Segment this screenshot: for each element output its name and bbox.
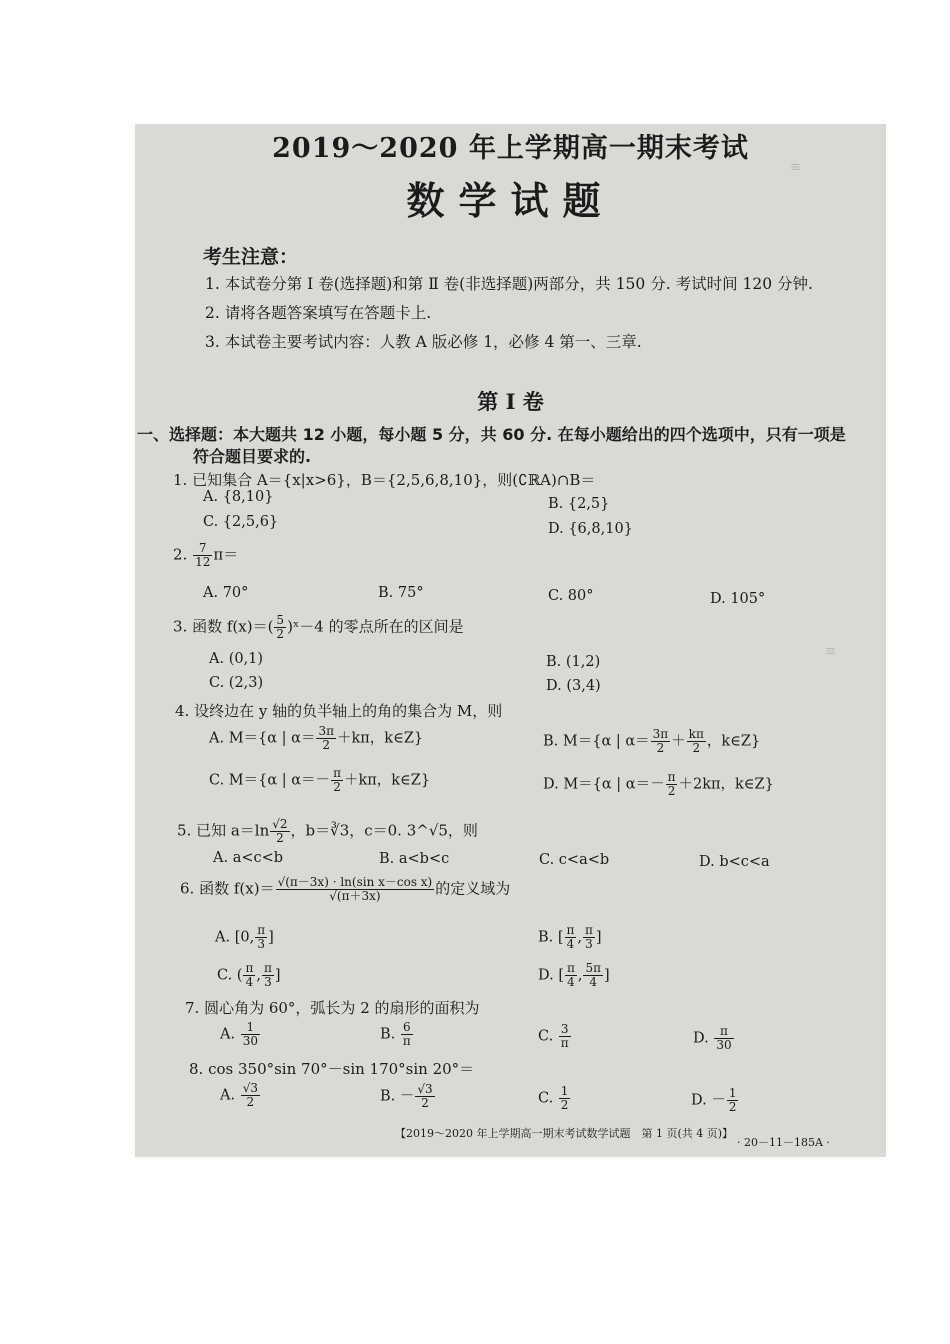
- numerator: √2: [272, 817, 288, 831]
- option-text: A. M＝{α | α＝: [209, 730, 316, 747]
- question-7-option-a: [220, 1021, 261, 1048]
- denominator: 2: [276, 831, 284, 845]
- fraction: [666, 771, 678, 798]
- option-text: C.: [538, 1090, 558, 1107]
- question-4-option-c: [209, 767, 430, 794]
- question-1-option-b: B. {2,5}: [548, 496, 610, 512]
- stem-text: π＝: [213, 545, 239, 564]
- option-text: B.: [380, 1026, 400, 1043]
- numerator: π: [245, 961, 254, 975]
- option-text: D. M＝{α | α＝－: [543, 776, 665, 793]
- numerator: π: [585, 923, 593, 937]
- question-4-stem: 4. 设终边在 y 轴的负半轴上的角的集合为 M，则: [175, 702, 503, 720]
- option-text: ]: [595, 929, 602, 946]
- numerator: π: [566, 961, 575, 975]
- numerator: π: [667, 770, 676, 784]
- numerator: √3: [242, 1081, 258, 1095]
- question-2-option-c: C. 80°: [548, 588, 594, 604]
- question-1-option-c: C. {2,5,6}: [203, 514, 279, 530]
- numerator: π: [714, 1025, 733, 1039]
- fraction: [651, 728, 671, 755]
- notice-item: 2. 请将各题答案填写在答题卡上.: [205, 304, 432, 322]
- question-8-stem: 8. cos 350°sin 70°－sin 170°sin 20°＝: [189, 1060, 475, 1078]
- notice-item: 1. 本试卷分第 Ⅰ 卷(选择题)和第 Ⅱ 卷(非选择题)两部分，共 150 分. 考试时间 120 分钟.: [205, 275, 813, 293]
- numerator: 5π: [585, 961, 602, 975]
- fraction: [331, 767, 343, 794]
- denominator: 4: [566, 937, 575, 951]
- option-text: ]: [604, 967, 610, 984]
- denominator: 2: [322, 738, 331, 752]
- notice-heading: 考生注意：: [203, 246, 299, 268]
- numerator: π: [333, 766, 341, 780]
- bleed-through-text: ≡: [790, 160, 801, 175]
- stem-text: 6. 函数 f(x)＝: [180, 879, 275, 898]
- fraction: [316, 725, 336, 752]
- denominator: 2: [246, 1095, 255, 1109]
- question-5-option-c: C. c<a<b: [539, 852, 610, 868]
- denominator: 4: [245, 975, 254, 989]
- question-7-option-d: [693, 1025, 735, 1052]
- question-8-option-c: [538, 1085, 571, 1112]
- question-1-option-d: D. {6,8,10}: [548, 521, 633, 537]
- option-text: A.: [220, 1087, 240, 1104]
- option-text: D. [: [538, 967, 564, 984]
- fraction: [193, 542, 212, 569]
- page-footer: 【2019～2020 年上学期高一期末考试数学试题 第 1 页(共 4 页)】: [395, 1127, 734, 1140]
- fraction: [727, 1087, 739, 1114]
- denominator: 3: [257, 937, 265, 951]
- question-2-option-b: B. 75°: [378, 585, 424, 601]
- numerator: π: [566, 923, 575, 937]
- fraction: [270, 818, 289, 845]
- question-2-option-d: D. 105°: [710, 591, 766, 607]
- numerator: kπ: [688, 727, 704, 741]
- fraction: [583, 924, 595, 951]
- option-text: B. [: [538, 929, 564, 946]
- question-3-option-d: D. (3,4): [546, 678, 601, 694]
- option-text: B. －: [380, 1088, 415, 1105]
- numerator: 7: [193, 542, 212, 556]
- question-5-option-b: B. a<b<c: [379, 851, 450, 867]
- numerator: √(π－3x) · ln(sin x－cos x): [277, 875, 433, 889]
- exam-title: 2019～2020 年上学期高一期末考试: [272, 133, 749, 164]
- question-3-stem: [173, 614, 464, 641]
- stem-text: 3. 函数 f(x)＝(: [173, 617, 274, 636]
- option-text: ＋kπ，k∈Z}: [343, 772, 431, 789]
- denominator: π: [402, 1034, 411, 1048]
- denominator: 12: [195, 555, 211, 569]
- denominator: 2: [421, 1096, 429, 1110]
- option-text: C. (: [217, 967, 243, 984]
- fraction: [559, 1085, 571, 1112]
- denominator: 2: [656, 741, 665, 755]
- numerator: √3: [417, 1082, 433, 1096]
- part-title: 第 Ⅰ 卷: [477, 389, 544, 414]
- option-text: ，k∈Z}: [706, 733, 761, 750]
- exam-subject-title: 数学试题: [406, 179, 615, 223]
- stem-text: 的定义域为: [435, 879, 511, 898]
- question-6-option-b: [538, 924, 602, 951]
- question-6-stem: [180, 876, 510, 903]
- section-instructions-cont: 符合题目要求的.: [193, 447, 312, 466]
- question-6-option-d: [538, 962, 610, 989]
- fraction: [255, 924, 267, 951]
- question-3-option-a: A. (0,1): [209, 651, 264, 667]
- question-7-option-c: [538, 1023, 572, 1050]
- denominator: 2: [560, 1098, 569, 1112]
- denominator: √(π＋3x): [329, 889, 381, 903]
- fraction: [687, 728, 706, 755]
- question-5-option-d: D. b<c<a: [699, 854, 770, 870]
- question-6-option-a: [215, 924, 274, 951]
- option-text: ]: [268, 929, 274, 946]
- denominator: 3: [264, 975, 272, 989]
- fraction: [415, 1083, 434, 1110]
- fraction: [274, 614, 286, 641]
- question-7-option-b: [380, 1021, 414, 1048]
- stem-text: 5. 已知 a＝ln: [177, 821, 270, 840]
- option-text: A. [0,: [215, 929, 255, 946]
- question-6-option-c: [217, 962, 281, 989]
- question-3-option-c: C. (2,3): [209, 675, 264, 691]
- numerator: 3π: [318, 724, 334, 738]
- option-text: D.: [693, 1030, 714, 1047]
- option-text: ＋: [671, 733, 686, 750]
- denominator: 30: [716, 1038, 732, 1052]
- denominator: 2: [692, 741, 701, 755]
- option-text: B. M＝{α | α＝: [543, 733, 650, 750]
- notice-item: 3. 本试卷主要考试内容：人教 A 版必修 1，必修 4 第一、三章.: [205, 333, 642, 351]
- option-text: D. －: [691, 1092, 726, 1109]
- fraction: [276, 876, 435, 903]
- denominator: 3: [585, 937, 593, 951]
- numerator: 1: [241, 1021, 260, 1035]
- fraction: [714, 1025, 733, 1052]
- question-1-stem: 1. 已知集合 A＝{x|x>6}，B＝{2,5,6,8,10}，则(∁ℝA)∩B＝: [173, 471, 596, 489]
- numerator: π: [263, 961, 272, 975]
- option-text: A.: [220, 1026, 240, 1043]
- question-8-option-b: [380, 1083, 436, 1110]
- section-instructions: 一、选择题：本大题共 12 小题，每小题 5 分，共 60 分. 在每小题给出的四个选项中，只有一项是: [137, 425, 846, 444]
- option-text: C. M＝{α | α＝－: [209, 772, 331, 789]
- fraction: [241, 1082, 260, 1109]
- fraction: [583, 962, 603, 989]
- option-text: ＋2kπ，k∈Z}: [678, 776, 774, 793]
- question-2-option-a: A. 70°: [203, 585, 249, 601]
- option-text: ,: [577, 967, 583, 984]
- fraction: [559, 1023, 571, 1050]
- numerator: 3π: [652, 727, 669, 741]
- numerator: 3: [559, 1023, 571, 1037]
- question-3-option-b: B. (1,2): [546, 654, 601, 670]
- numerator: 1: [728, 1086, 737, 1100]
- option-text: ]: [274, 967, 281, 984]
- denominator: π: [560, 1036, 569, 1050]
- exam-paper-photo: [135, 124, 886, 1157]
- denominator: 30: [242, 1034, 258, 1048]
- question-1-option-a: A. {8,10}: [203, 489, 274, 505]
- numerator: 1: [560, 1084, 569, 1098]
- option-text: ＋kπ，k∈Z}: [336, 730, 424, 747]
- stem-text: 2.: [173, 545, 193, 564]
- question-7-stem: 7. 圆心角为 60°，弧长为 2 的扇形的面积为: [185, 999, 480, 1017]
- stem-text: ，b＝∛3，c＝0. 3^√5，则: [290, 821, 478, 840]
- denominator: 2: [728, 1100, 737, 1114]
- question-5-stem: [177, 818, 478, 845]
- option-text: ,: [577, 929, 583, 946]
- question-4-option-a: [209, 725, 423, 752]
- page-content: [135, 124, 886, 1157]
- fraction: [241, 1021, 260, 1048]
- numerator: 5: [276, 613, 285, 627]
- question-4-option-b: [543, 728, 760, 755]
- numerator: 6: [401, 1021, 413, 1035]
- option-text: ,: [256, 967, 261, 984]
- question-2-stem: [173, 542, 238, 569]
- fraction: [243, 962, 255, 989]
- stem-text: )ˣ－4 的零点所在的区间是: [287, 617, 464, 636]
- bleed-through-text: ≡: [825, 644, 836, 659]
- option-text: C.: [538, 1028, 558, 1045]
- denominator: 4: [589, 975, 598, 989]
- denominator: 2: [276, 627, 285, 641]
- fraction: [565, 962, 577, 989]
- numerator: π: [257, 923, 266, 937]
- denominator: 2: [333, 780, 341, 794]
- fraction: [262, 962, 274, 989]
- question-5-option-a: A. a<c<b: [213, 850, 284, 866]
- denominator: 2: [667, 784, 676, 798]
- question-8-option-a: [220, 1082, 261, 1109]
- question-4-option-d: [543, 771, 774, 798]
- fraction: [401, 1021, 413, 1048]
- fraction: [565, 924, 577, 951]
- paper-code: · 20－11－185A ·: [737, 1136, 830, 1149]
- question-8-option-d: [691, 1087, 739, 1114]
- denominator: 4: [567, 975, 575, 989]
